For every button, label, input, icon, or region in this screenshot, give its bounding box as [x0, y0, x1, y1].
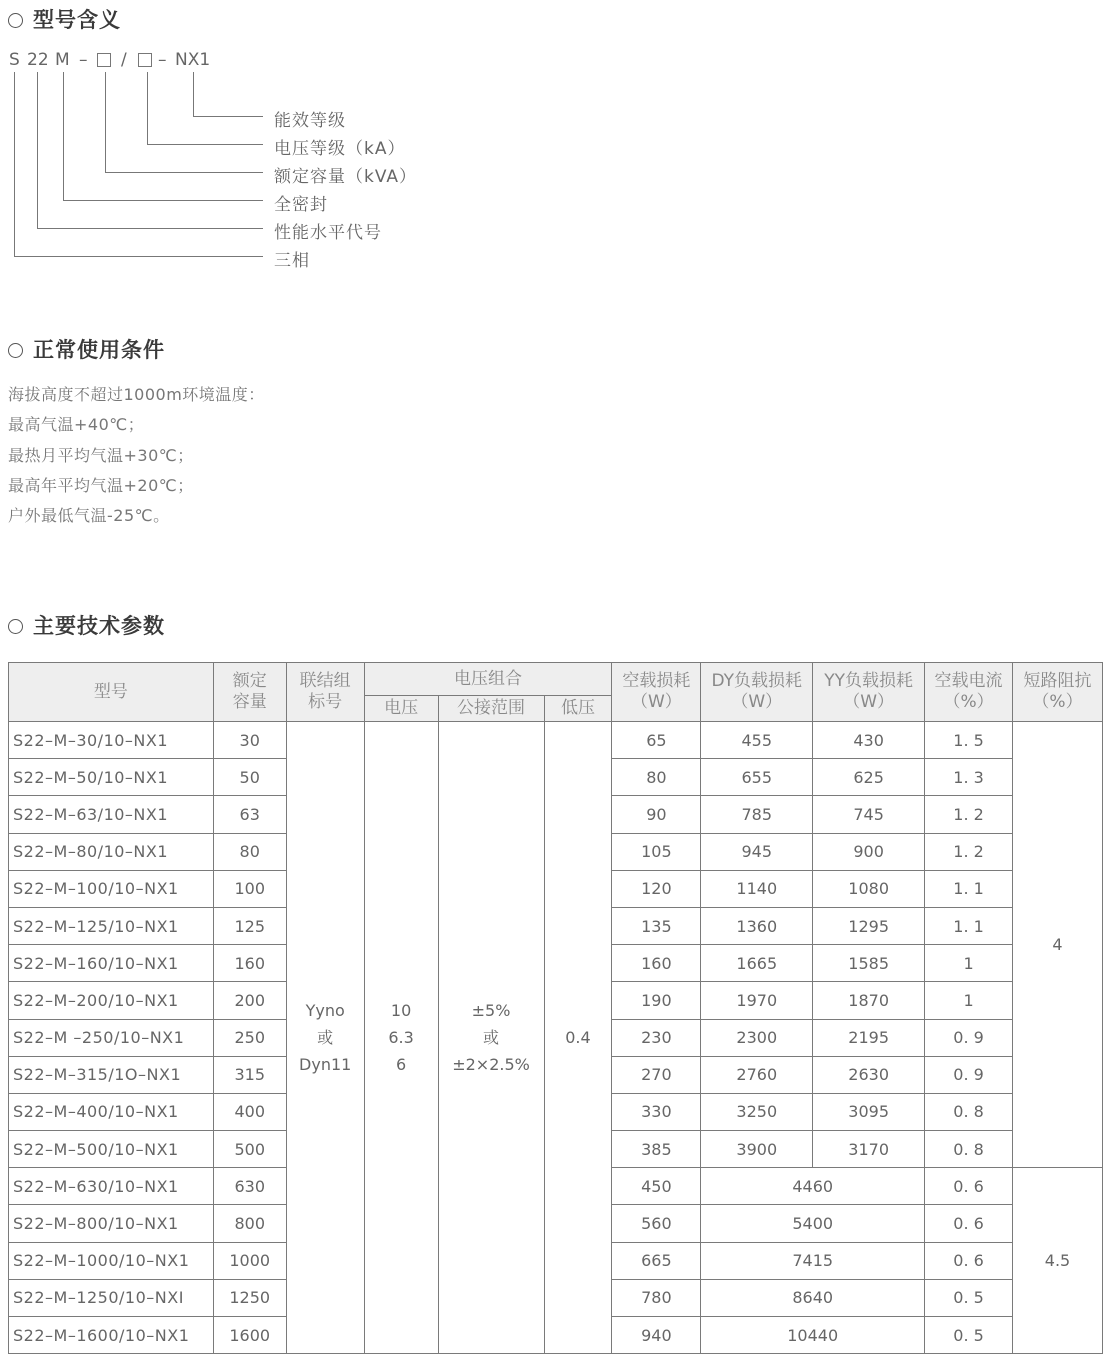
cell-model: S22–M–100/10–NX1 — [9, 870, 214, 907]
legend-three-phase: 三相 — [274, 251, 310, 271]
cell-model: S22–M–50/10–NX1 — [9, 759, 214, 796]
condition-line: 最高气温+40℃； — [8, 415, 145, 435]
cell-capacity: 100 — [213, 870, 286, 907]
header-connection: 联结组 标号 — [286, 663, 364, 722]
cell-capacity: 400 — [213, 1093, 286, 1130]
cell-yy-load-loss: 430 — [813, 722, 925, 759]
cell-noload-current: 0. 6 — [925, 1242, 1013, 1279]
cell-yy-load-loss: 2630 — [813, 1056, 925, 1093]
header-low-voltage: 低压 — [544, 696, 612, 722]
cell-noload-current: 1. 2 — [925, 796, 1013, 833]
header-dy-load-loss: DY负载损耗 （W） — [701, 663, 813, 722]
cell-model: S22–M–1250/10–NXI — [9, 1279, 214, 1316]
cell-low-voltage: 0.4 — [544, 722, 612, 1354]
cell-yy-load-loss: 1295 — [813, 907, 925, 944]
bracket-line — [105, 72, 106, 173]
cell-dy-load-loss: 655 — [701, 759, 813, 796]
cell-capacity: 250 — [213, 1019, 286, 1056]
header-tap-range: 公接范围 — [438, 696, 544, 722]
cell-capacity: 160 — [213, 945, 286, 982]
cell-dy-load-loss: 1140 — [701, 870, 813, 907]
table-row — [9, 722, 1103, 759]
code-dash: – — [79, 50, 88, 70]
code-nx1: NX1 — [175, 50, 211, 70]
cell-load-loss: 5400 — [701, 1205, 925, 1242]
cell-noload-loss: 230 — [612, 1019, 701, 1056]
placeholder-box-icon — [97, 53, 111, 67]
condition-line: 最热月平均气温+30℃； — [8, 445, 194, 465]
cell-yy-load-loss: 3095 — [813, 1093, 925, 1130]
cell-noload-loss: 65 — [612, 722, 701, 759]
bracket-line — [14, 72, 15, 257]
cell-yy-load-loss: 1870 — [813, 982, 925, 1019]
legend-fully-sealed: 全密封 — [274, 195, 328, 215]
cell-noload-current: 0. 5 — [925, 1279, 1013, 1316]
cell-noload-current: 0. 8 — [925, 1093, 1013, 1130]
cell-yy-load-loss: 1585 — [813, 945, 925, 982]
cell-noload-current: 0. 9 — [925, 1056, 1013, 1093]
cell-noload-current: 1. 1 — [925, 907, 1013, 944]
cell-capacity: 63 — [213, 796, 286, 833]
code-22: 22 — [27, 50, 49, 70]
header-voltage: 电压 — [364, 696, 438, 722]
cell-dy-load-loss: 785 — [701, 796, 813, 833]
cell-model: S22–M–200/10–NX1 — [9, 982, 214, 1019]
section-title-model-meaning: 型号含义 — [8, 4, 121, 34]
cell-noload-loss: 780 — [612, 1279, 701, 1316]
cell-noload-loss: 190 — [612, 982, 701, 1019]
cell-yy-load-loss: 900 — [813, 833, 925, 870]
cell-model: S22–M–1600/10–NX1 — [9, 1317, 214, 1354]
cell-noload-loss: 90 — [612, 796, 701, 833]
cell-connection-group: Yyno 或 Dyn11 — [286, 722, 364, 1354]
cell-impedance: 4.5 — [1013, 1168, 1103, 1354]
cell-load-loss: 10440 — [701, 1317, 925, 1354]
cell-load-loss: 7415 — [701, 1242, 925, 1279]
bracket-line — [193, 72, 194, 117]
header-capacity: 额定 容量 — [213, 663, 286, 722]
header-noload-loss: 空载损耗 （W） — [612, 663, 701, 722]
cell-noload-current: 1. 5 — [925, 722, 1013, 759]
code-capacity-box — [97, 50, 111, 70]
bracket-line — [147, 144, 263, 145]
cell-yy-load-loss: 3170 — [813, 1131, 925, 1168]
cell-noload-loss: 450 — [612, 1168, 701, 1205]
cell-capacity: 50 — [213, 759, 286, 796]
cell-model: S22–M–160/10–NX1 — [9, 945, 214, 982]
cell-noload-current: 0. 5 — [925, 1317, 1013, 1354]
circle-bullet-icon — [8, 343, 23, 358]
cell-noload-current: 1. 1 — [925, 870, 1013, 907]
cell-capacity: 125 — [213, 907, 286, 944]
cell-noload-loss: 665 — [612, 1242, 701, 1279]
cell-noload-loss: 270 — [612, 1056, 701, 1093]
bracket-line — [37, 72, 38, 229]
cell-noload-loss: 135 — [612, 907, 701, 944]
cell-yy-load-loss: 745 — [813, 796, 925, 833]
cell-yy-load-loss: 625 — [813, 759, 925, 796]
cell-model: S22–M–30/10–NX1 — [9, 722, 214, 759]
cell-noload-loss: 385 — [612, 1131, 701, 1168]
cell-capacity: 1600 — [213, 1317, 286, 1354]
cell-noload-current: 0. 8 — [925, 1131, 1013, 1168]
bracket-line — [63, 72, 64, 201]
cell-noload-loss: 160 — [612, 945, 701, 982]
conditions-text — [8, 380, 265, 531]
header-noload-current: 空载电流 （%） — [925, 663, 1013, 722]
condition-line: 海拔高度不超过1000m环境温度： — [8, 385, 265, 404]
parameters-table — [8, 662, 1103, 1354]
legend-performance-code: 性能水平代号 — [274, 223, 382, 243]
cell-model: S22–M–500/10–NX1 — [9, 1131, 214, 1168]
cell-model: S22–M–80/10–NX1 — [9, 833, 214, 870]
cell-capacity: 200 — [213, 982, 286, 1019]
code-dash: – — [158, 50, 167, 70]
cell-capacity: 30 — [213, 722, 286, 759]
cell-dy-load-loss: 945 — [701, 833, 813, 870]
header-voltage-combo: 电压组合 — [364, 663, 612, 696]
cell-dy-load-loss: 1970 — [701, 982, 813, 1019]
cell-capacity: 630 — [213, 1168, 286, 1205]
cell-model: S22–M–1000/10–NX1 — [9, 1242, 214, 1279]
cell-noload-loss: 940 — [612, 1317, 701, 1354]
cell-noload-loss: 120 — [612, 870, 701, 907]
cell-capacity: 800 — [213, 1205, 286, 1242]
header-yy-load-loss: YY负载损耗 （W） — [813, 663, 925, 722]
cell-yy-load-loss: 2195 — [813, 1019, 925, 1056]
cell-noload-current: 1 — [925, 945, 1013, 982]
cell-dy-load-loss: 3900 — [701, 1131, 813, 1168]
cell-impedance: 4 — [1013, 722, 1103, 1168]
code-slash: / — [121, 50, 127, 70]
bracket-line — [14, 256, 263, 257]
cell-load-loss: 8640 — [701, 1279, 925, 1316]
cell-capacity: 1250 — [213, 1279, 286, 1316]
header-impedance: 短路阻抗 （%） — [1013, 663, 1103, 722]
cell-noload-loss: 80 — [612, 759, 701, 796]
placeholder-box-icon — [138, 53, 152, 67]
cell-tap-range: ±5% 或 ±2×2.5% — [438, 722, 544, 1354]
code-m: M — [55, 50, 70, 70]
cell-yy-load-loss: 1080 — [813, 870, 925, 907]
cell-dy-load-loss: 455 — [701, 722, 813, 759]
cell-model: S22–M–400/10–NX1 — [9, 1093, 214, 1130]
circle-bullet-icon — [8, 13, 23, 28]
cell-capacity: 1000 — [213, 1242, 286, 1279]
cell-dy-load-loss: 2760 — [701, 1056, 813, 1093]
cell-capacity: 500 — [213, 1131, 286, 1168]
cell-noload-loss: 105 — [612, 833, 701, 870]
bracket-line — [147, 72, 148, 145]
cell-noload-current: 0. 9 — [925, 1019, 1013, 1056]
cell-noload-loss: 560 — [612, 1205, 701, 1242]
cell-dy-load-loss: 3250 — [701, 1093, 813, 1130]
cell-capacity: 80 — [213, 833, 286, 870]
cell-noload-current: 1 — [925, 982, 1013, 1019]
cell-load-loss: 4460 — [701, 1168, 925, 1205]
bracket-line — [63, 200, 263, 201]
bracket-line — [105, 172, 263, 173]
cell-model: S22–M–63/10–NX1 — [9, 796, 214, 833]
cell-dy-load-loss: 1665 — [701, 945, 813, 982]
header-model: 型号 — [9, 663, 214, 722]
cell-dy-load-loss: 1360 — [701, 907, 813, 944]
cell-model: S22–M–800/10–NX1 — [9, 1205, 214, 1242]
cell-model: S22–M –250/10–NX1 — [9, 1019, 214, 1056]
cell-noload-current: 0. 6 — [925, 1205, 1013, 1242]
cell-model: S22–M–125/10–NX1 — [9, 907, 214, 944]
code-s: S — [9, 50, 20, 70]
circle-bullet-icon — [8, 619, 23, 634]
cell-noload-loss: 330 — [612, 1093, 701, 1130]
cell-capacity: 315 — [213, 1056, 286, 1093]
condition-line: 最高年平均气温+20℃； — [8, 475, 194, 495]
cell-noload-current: 1. 2 — [925, 833, 1013, 870]
cell-dy-load-loss: 2300 — [701, 1019, 813, 1056]
legend-rated-capacity: 额定容量（kVA） — [274, 167, 418, 187]
cell-model: S22–M–315/1O–NX1 — [9, 1056, 214, 1093]
section-title-parameters: 主要技术参数 — [8, 610, 165, 640]
legend-efficiency-grade: 能效等级 — [274, 111, 346, 131]
cell-noload-current: 0. 6 — [925, 1168, 1013, 1205]
cell-voltage: 10 6.3 6 — [364, 722, 438, 1354]
cell-noload-current: 1. 3 — [925, 759, 1013, 796]
condition-line: 户外最低气温-25℃。 — [8, 506, 170, 526]
section-title-conditions: 正常使用条件 — [8, 334, 165, 364]
code-voltage-box — [138, 50, 152, 70]
legend-voltage-grade: 电压等级（kA） — [274, 139, 406, 159]
bracket-line — [37, 228, 263, 229]
bracket-line — [193, 116, 263, 117]
cell-model: S22–M–630/10–NX1 — [9, 1168, 214, 1205]
